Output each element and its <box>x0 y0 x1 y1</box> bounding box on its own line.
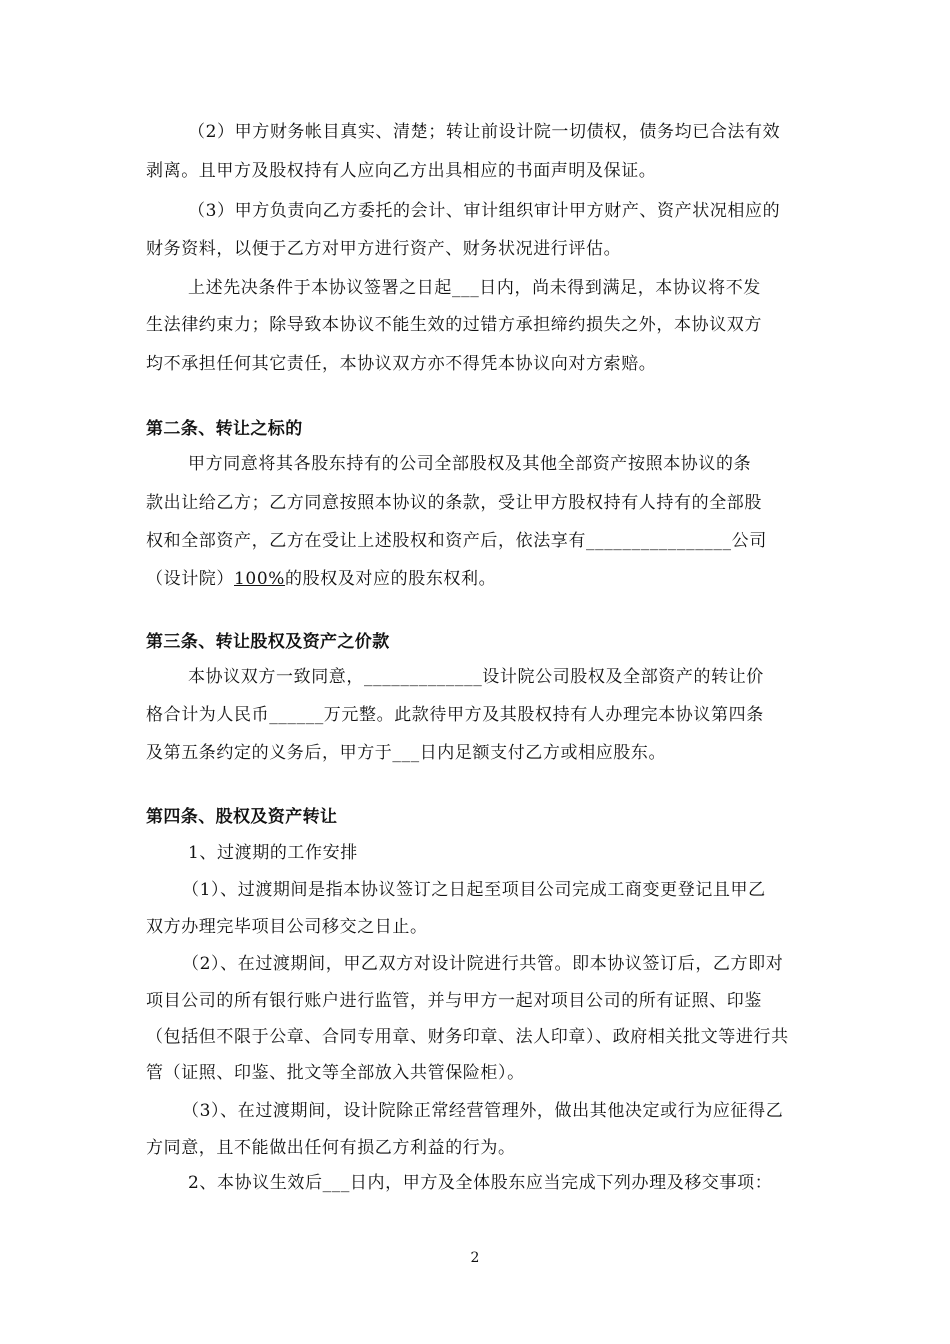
article-3-line-3: 及第五条约定的义务后，甲方于___日内足额支付乙方或相应股东。 <box>146 743 667 763</box>
article-2-line-4-a: （设计院） <box>146 569 234 589</box>
precondition-line-1: 上述先决条件于本协议签署之日起___日内，尚未得到满足，本协议将不发 <box>188 278 761 298</box>
article-4-sub-2-line-1: （2）、在过渡期间，甲乙双方对设计院进行共管。即本协议签订后，乙方即对 <box>182 954 784 974</box>
article-2-line-1: 甲方同意将其各股东持有的公司全部股权及其他全部资产按照本协议的条 <box>188 454 752 474</box>
article-4-sub-2-line-2: 项目公司的所有银行账户进行监管，并与甲方一起对项目公司的所有证照、印鉴 <box>146 991 762 1011</box>
article-2-line-3: 权和全部资产，乙方在受让上述股权和资产后，依法享有________________公司 <box>146 531 767 551</box>
article-4-sub-2-line-4: 管（证照、印鉴、批文等全部放入共管保险柜）。 <box>146 1063 525 1083</box>
article-2-line-4 <box>146 568 496 590</box>
article-2-line-4-c: 的股权及对应的股东权利。 <box>285 569 497 589</box>
article-3-line-1: 本协议双方一致同意，_____________设计院公司股权及全部资产的转让价 <box>188 667 764 687</box>
article-2-line-2: 款出让给乙方；乙方同意按照本协议的条款，受让甲方股权持有人持有的全部股 <box>146 493 762 513</box>
article-4-item-2: 2、本协议生效后___日内，甲方及全体股东应当完成下列办理及移交事项： <box>188 1173 773 1193</box>
article-3-heading: 第三条、转让股权及资产之价款 <box>146 632 390 652</box>
clause-2-line-2: 剥离。且甲方及股权持有人应向乙方出具相应的书面声明及保证。 <box>146 161 657 181</box>
precondition-line-3: 均不承担任何其它责任，本协议双方亦不得凭本协议向对方索赔。 <box>146 354 657 374</box>
article-4-sub-2-line-3: （包括但不限于公章、合同专用章、财务印章、法人印章）、政府相关批文等进行共 <box>146 1027 789 1047</box>
article-4-heading: 第四条、股权及资产转让 <box>146 807 338 827</box>
article-2-heading: 第二条、转让之标的 <box>146 419 303 439</box>
clause-3-line-1: （3）甲方负责向乙方委托的会计、审计组织审计甲方财产、资产状况相应的 <box>188 201 781 221</box>
article-2-percentage: 100% <box>234 569 286 589</box>
article-4-item-1-title: 1、过渡期的工作安排 <box>188 843 358 863</box>
article-4-sub-1-line-2: 双方办理完毕项目公司移交之日止。 <box>146 917 428 937</box>
page-number: 2 <box>470 1250 480 1266</box>
article-4-sub-3-line-1: （3）、在过渡期间，设计院除正常经营管理外，做出其他决定或行为应征得乙 <box>182 1101 784 1121</box>
clause-2-line-1: （2）甲方财务帐目真实、清楚；转让前设计院一切债权，债务均已合法有效 <box>188 122 781 142</box>
article-4-sub-3-line-2: 方同意，且不能做出任何有损乙方利益的行为。 <box>146 1138 516 1158</box>
article-4-sub-1-line-1: （1）、过渡期间是指本协议签订之日起至项目公司完成工商变更登记且甲乙 <box>182 880 766 900</box>
precondition-line-2: 生法律约束力；除导致本协议不能生效的过错方承担缔约损失之外，本协议双方 <box>146 315 762 335</box>
article-3-line-2: 格合计为人民币______万元整。此款待甲方及其股权持有人办理完本协议第四条 <box>146 705 764 725</box>
clause-3-line-2: 财务资料，以便于乙方对甲方进行资产、财务状况进行评估。 <box>146 239 622 259</box>
